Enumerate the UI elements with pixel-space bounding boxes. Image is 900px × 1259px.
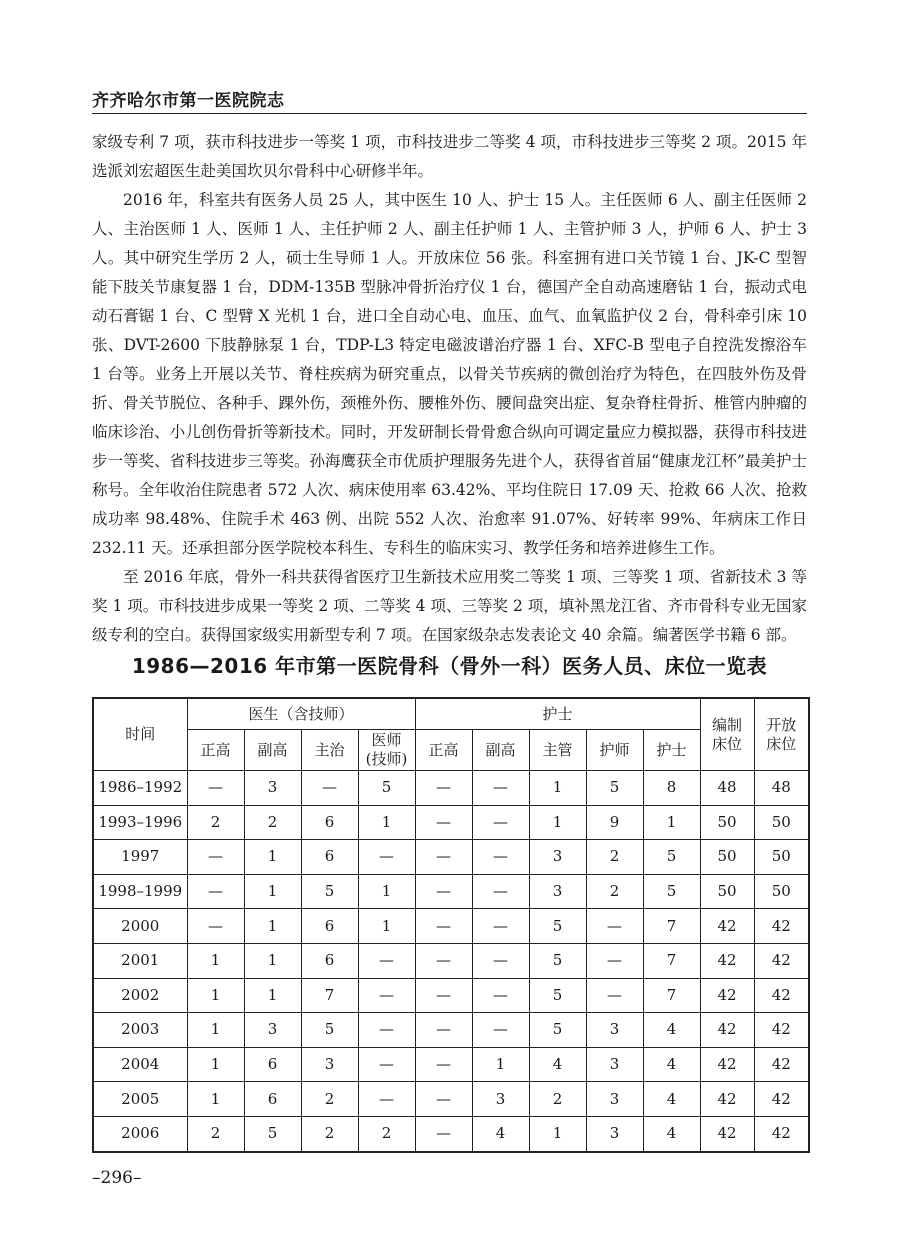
- table-cell: 5: [643, 840, 700, 875]
- table-cell: 2: [187, 805, 244, 840]
- table-row: [93, 909, 809, 944]
- table-row: [93, 1082, 809, 1117]
- table-cell: 3: [586, 1116, 643, 1151]
- table-cell: 2: [244, 805, 301, 840]
- table-cell: —: [415, 771, 472, 806]
- table-cell: 3: [586, 1082, 643, 1117]
- table-cell: 2: [529, 1082, 586, 1117]
- table-cell: —: [472, 909, 529, 944]
- table-cell: —: [586, 978, 643, 1013]
- cell-time: 2000: [93, 909, 187, 944]
- table-cell: 4: [643, 1082, 700, 1117]
- table-cell: —: [472, 978, 529, 1013]
- staff-bed-table: [92, 697, 810, 1153]
- header-nurses-group: 护士: [415, 698, 700, 730]
- table-cell: 5: [643, 874, 700, 909]
- table-cell: 3: [244, 1013, 301, 1048]
- table-cell: —: [415, 840, 472, 875]
- header-open-beds: 开放 床位: [754, 698, 809, 771]
- table-cell: —: [358, 1013, 415, 1048]
- table-row: [93, 805, 809, 840]
- table-cell: 5: [301, 874, 358, 909]
- table-cell: —: [358, 1047, 415, 1082]
- table-cell: 50: [754, 874, 809, 909]
- table-cell: 50: [754, 840, 809, 875]
- table-cell: 2: [586, 840, 643, 875]
- table-cell: —: [472, 771, 529, 806]
- table-cell: —: [472, 840, 529, 875]
- table-cell: 50: [754, 805, 809, 840]
- table-cell: —: [415, 1116, 472, 1151]
- table-cell: 42: [700, 943, 754, 978]
- header-time: 时间: [93, 698, 187, 771]
- table-cell: —: [358, 1082, 415, 1117]
- header-doctor-col: 主治: [301, 730, 358, 771]
- header-nurse-col: 护士: [643, 730, 700, 771]
- table-cell: —: [358, 840, 415, 875]
- table-row: [93, 840, 809, 875]
- header-nurse-col: 护师: [586, 730, 643, 771]
- table-cell: 1: [244, 840, 301, 875]
- table-cell: 4: [643, 1047, 700, 1082]
- table-cell: 2: [301, 1116, 358, 1151]
- table-cell: —: [472, 1013, 529, 1048]
- table-cell: 42: [700, 1013, 754, 1048]
- table-cell: 4: [643, 1116, 700, 1151]
- table-cell: 5: [529, 978, 586, 1013]
- cell-time: 1998–1999: [93, 874, 187, 909]
- body-text: [92, 128, 807, 650]
- table-cell: 1: [244, 874, 301, 909]
- header-doctor-col: 正高: [187, 730, 244, 771]
- table-cell: 3: [244, 771, 301, 806]
- table-cell: 5: [529, 943, 586, 978]
- table-cell: 50: [700, 805, 754, 840]
- table-cell: 6: [244, 1047, 301, 1082]
- table-cell: 1: [187, 1013, 244, 1048]
- table-cell: 5: [301, 1013, 358, 1048]
- table-cell: 1: [187, 1047, 244, 1082]
- table-cell: 7: [643, 943, 700, 978]
- table-cell: —: [415, 909, 472, 944]
- table-cell: 8: [643, 771, 700, 806]
- table-cell: 1: [529, 805, 586, 840]
- table-title: 1986—2016 年市第一医院骨科（骨外一科）医务人员、床位一览表: [131, 654, 768, 678]
- table-cell: —: [187, 771, 244, 806]
- table-cell: 2: [358, 1116, 415, 1151]
- page-header-title: 齐齐哈尔市第一医院院志: [92, 91, 285, 111]
- table-cell: 42: [754, 1047, 809, 1082]
- table-cell: 1: [358, 874, 415, 909]
- table-cell: 6: [301, 805, 358, 840]
- cell-time: 2003: [93, 1013, 187, 1048]
- cell-time: 1997: [93, 840, 187, 875]
- table-cell: —: [415, 1047, 472, 1082]
- table-row: [93, 1116, 809, 1151]
- cell-time: 2005: [93, 1082, 187, 1117]
- table-cell: 1: [244, 978, 301, 1013]
- header-nurse-col: 副高: [472, 730, 529, 771]
- table-row: [93, 1047, 809, 1082]
- table-cell: 3: [586, 1013, 643, 1048]
- table-cell: 3: [529, 840, 586, 875]
- cell-time: 2006: [93, 1116, 187, 1151]
- table-cell: 1: [358, 805, 415, 840]
- table-cell: 5: [529, 909, 586, 944]
- table-cell: 7: [643, 978, 700, 1013]
- table-cell: 1: [358, 909, 415, 944]
- cell-time: 2004: [93, 1047, 187, 1082]
- table-cell: —: [415, 978, 472, 1013]
- table-cell: 5: [358, 771, 415, 806]
- table-cell: 50: [700, 874, 754, 909]
- table-cell: 2: [187, 1116, 244, 1151]
- header-doctor-col: 副高: [244, 730, 301, 771]
- table-cell: 50: [700, 840, 754, 875]
- table-cell: —: [301, 771, 358, 806]
- table-cell: —: [415, 943, 472, 978]
- table-cell: 3: [472, 1082, 529, 1117]
- table-cell: 7: [301, 978, 358, 1013]
- table-cell: —: [187, 840, 244, 875]
- table-cell: 6: [244, 1082, 301, 1117]
- table-cell: 42: [700, 909, 754, 944]
- table-cell: 1: [529, 771, 586, 806]
- table-cell: 1: [187, 978, 244, 1013]
- table-cell: 2: [301, 1082, 358, 1117]
- table-cell: —: [187, 909, 244, 944]
- table-cell: —: [358, 978, 415, 1013]
- table-cell: 5: [244, 1116, 301, 1151]
- table-cell: 42: [754, 909, 809, 944]
- header-rule: [92, 113, 807, 114]
- table-cell: 42: [754, 1116, 809, 1151]
- table-cell: 9: [586, 805, 643, 840]
- table-cell: 42: [700, 978, 754, 1013]
- table-cell: —: [415, 874, 472, 909]
- table-cell: 4: [529, 1047, 586, 1082]
- table-cell: 6: [301, 840, 358, 875]
- table-cell: 42: [754, 1013, 809, 1048]
- table-cell: —: [472, 943, 529, 978]
- table-cell: —: [358, 943, 415, 978]
- header-authorized-beds: 编制 床位: [700, 698, 754, 771]
- table-cell: 7: [643, 909, 700, 944]
- table-row: [93, 1013, 809, 1048]
- table-cell: 42: [754, 978, 809, 1013]
- paragraph: 至 2016 年底，骨外一科共获得省医疗卫生新技术应用奖二等奖 1 项、三等奖 1 项、省新技术 3 等奖 1 项。市科技进步成果一等奖 2 项、二等奖 4 项、三等奖 2 项，填补黑龙江省、齐市骨科专业无国家级专利的空白。获得国家级实用新型专利 7 项。在国家级杂志发表论文 40 余篇。编著医学书籍 6 部。: [92, 568, 807, 644]
- table-cell: 1: [244, 943, 301, 978]
- table-cell: —: [415, 1013, 472, 1048]
- table-cell: 42: [700, 1116, 754, 1151]
- table-cell: 42: [700, 1082, 754, 1117]
- table-cell: 48: [700, 771, 754, 806]
- table-row: [93, 874, 809, 909]
- table-cell: 48: [754, 771, 809, 806]
- paragraph: 家级专利 7 项，获市科技进步一等奖 1 项，市科技进步二等奖 4 项，市科技进步三等奖 2 项。2015 年选派刘宏超医生赴美国坎贝尔骨科中心研修半年。: [92, 133, 807, 180]
- table-cell: —: [586, 909, 643, 944]
- header-doctor-col: 医师 (技师): [358, 730, 415, 771]
- table-cell: 1: [187, 1082, 244, 1117]
- table-cell: 6: [301, 909, 358, 944]
- table-cell: 6: [301, 943, 358, 978]
- table-cell: 42: [700, 1047, 754, 1082]
- header-doctors-group: 医生（含技师）: [187, 698, 415, 730]
- table-cell: —: [472, 874, 529, 909]
- table-cell: 3: [529, 874, 586, 909]
- cell-time: 2001: [93, 943, 187, 978]
- table-cell: 42: [754, 943, 809, 978]
- cell-time: 1986–1992: [93, 771, 187, 806]
- table-cell: 1: [187, 943, 244, 978]
- table-cell: 1: [529, 1116, 586, 1151]
- page-number: –296–: [92, 1168, 142, 1188]
- table-row: [93, 943, 809, 978]
- table-row: [93, 978, 809, 1013]
- table-cell: —: [187, 874, 244, 909]
- cell-time: 2002: [93, 978, 187, 1013]
- table-cell: 5: [586, 771, 643, 806]
- table-cell: 1: [472, 1047, 529, 1082]
- table-cell: 5: [529, 1013, 586, 1048]
- table-cell: 3: [301, 1047, 358, 1082]
- table-cell: 2: [586, 874, 643, 909]
- cell-time: 1993–1996: [93, 805, 187, 840]
- table-cell: 3: [586, 1047, 643, 1082]
- table-cell: 4: [643, 1013, 700, 1048]
- table-row: [93, 771, 809, 806]
- header-nurse-col: 正高: [415, 730, 472, 771]
- paragraph: 2016 年，科室共有医务人员 25 人，其中医生 10 人、护士 15 人。主任医师 6 人、副主任医师 2 人、主治医师 1 人、医师 1 人、主任护师 2 人、副主任护师 1 人、主管护师 3 人，护师 6 人、护士 3 人。其中研究生学历 2 人，硕士生导师 1 人。开放床位 56 张。科室拥有进口关节镜 1 台、JK-C 型智能下肢关节康复器 1 台，DDM-135B 型脉冲骨折治疗仪 1 台，德国产全自动高速磨钻 1 台，振动式电动石膏锯 1 台、C 型臂 X 光机 1 台，进口全自动心电、血压、血气、血氧监护仪 2 台，骨科牵引床 10 张、DVT-2600 下肢静脉泵 1 台，TDP-L3 特定电磁波谱治疗器 1 台、XFC-B 型电子自控洗发擦浴车 1 台等。业务上开展以关节、脊柱疾病为研究重点，以骨关节疾病的微创治疗为特色，在四肢外伤及骨折、骨关节脱位、各种手、踝外伤，颈椎外伤、腰椎外伤、腰间盘突出症、复杂脊柱骨折、椎管内肿瘤的临床诊治、小儿创伤骨折等新技术。同时，开发研制长骨骨愈合纵向可调定量应力模拟器，获得市科技进步一等奖、省科技进步三等奖。孙海鹰获全市优质护理服务先进个人，获得省首届“健康龙江杯”最美护士称号。全年收治住院患者 572 人次、病床使用率 63.42%、平均住院日 17.09 天、抢救 66 人次、抢救成功率 98.48%、住院手术 463 例、出院 552 人次、治愈率 91.07%、好转率 99%、年病床工作日 232.11 天。还承担部分医学院校本科生、专科生的临床实习、教学任务和培养进修生工作。: [92, 191, 807, 557]
- table-cell: —: [586, 943, 643, 978]
- table-cell: —: [472, 805, 529, 840]
- table-cell: 4: [472, 1116, 529, 1151]
- header-nurse-col: 主管: [529, 730, 586, 771]
- table-cell: —: [415, 1082, 472, 1117]
- table-cell: 42: [754, 1082, 809, 1117]
- table-cell: 1: [244, 909, 301, 944]
- table-cell: —: [415, 805, 472, 840]
- table-cell: 1: [643, 805, 700, 840]
